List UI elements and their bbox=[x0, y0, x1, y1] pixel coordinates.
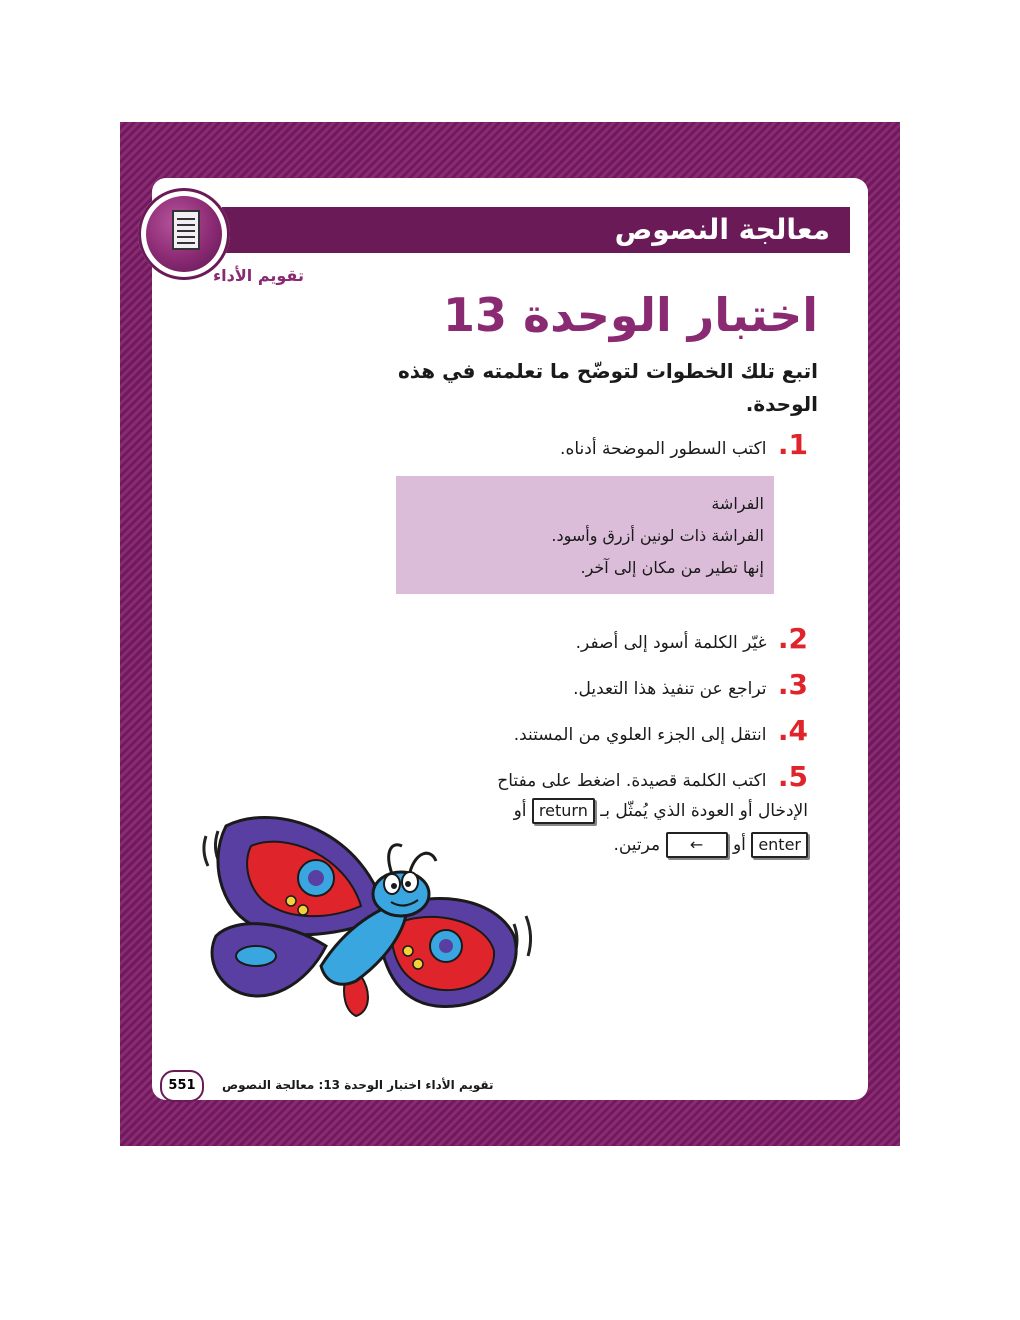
step-3 bbox=[573, 668, 808, 706]
step-text: أو bbox=[732, 835, 746, 855]
intro-text: اتبع تلك الخطوات لتوضّح ما تعلمته في هذه الوحدة. bbox=[397, 359, 818, 416]
return-key: return bbox=[532, 798, 595, 824]
step-text: انتقل إلى الجزء العلوي من المستند. bbox=[513, 725, 767, 745]
step-2 bbox=[576, 622, 808, 660]
step-number: 3. bbox=[777, 668, 808, 701]
step-text: أو bbox=[513, 801, 527, 821]
step-5 bbox=[497, 760, 808, 798]
unit-test-title: اختبار الوحدة 13 bbox=[442, 288, 818, 342]
step-text: مرتين. bbox=[613, 835, 661, 855]
step-number: 2. bbox=[777, 622, 808, 655]
step-number: 4. bbox=[777, 714, 808, 747]
step-text: غيّر الكلمة أسود إلى أصفر. bbox=[575, 633, 767, 653]
step-text: اكتب الكلمة قصيدة. اضغط على مفتاح bbox=[497, 771, 767, 791]
step-text: اكتب السطور الموضحة أدناه. bbox=[560, 439, 767, 459]
sample-lines-box bbox=[396, 476, 774, 594]
step-5-line-3 bbox=[613, 828, 808, 862]
enter-key: enter bbox=[751, 832, 808, 858]
step-5-line-2 bbox=[514, 794, 808, 828]
step-1 bbox=[560, 428, 808, 466]
document-icon bbox=[172, 210, 200, 250]
sample-line-1: الفراشة bbox=[711, 494, 764, 513]
step-number: 1. bbox=[777, 428, 808, 461]
step-text: الإدخال أو العودة الذي يُمثّل بـ bbox=[600, 801, 808, 821]
footer-caption: تقويم الأداء اختبار الوحدة 13: معالجة النصوص bbox=[222, 1078, 494, 1092]
step-number: 5. bbox=[777, 760, 808, 793]
section-title: معالجة النصوص bbox=[614, 213, 830, 246]
sample-line-2: الفراشة ذات لونين أزرق وأسود. bbox=[551, 526, 764, 545]
step-text: تراجع عن تنفيذ هذا التعديل. bbox=[573, 679, 767, 699]
sample-line-3: إنها تطير من مكان إلى آخر. bbox=[580, 558, 764, 577]
butterfly-illustration bbox=[196, 806, 546, 1026]
step-4 bbox=[514, 714, 808, 752]
arrow-key-icon: ← bbox=[666, 832, 728, 858]
page-number: 551 bbox=[160, 1070, 204, 1102]
assessment-tag: تقويم الأداء bbox=[213, 266, 304, 285]
